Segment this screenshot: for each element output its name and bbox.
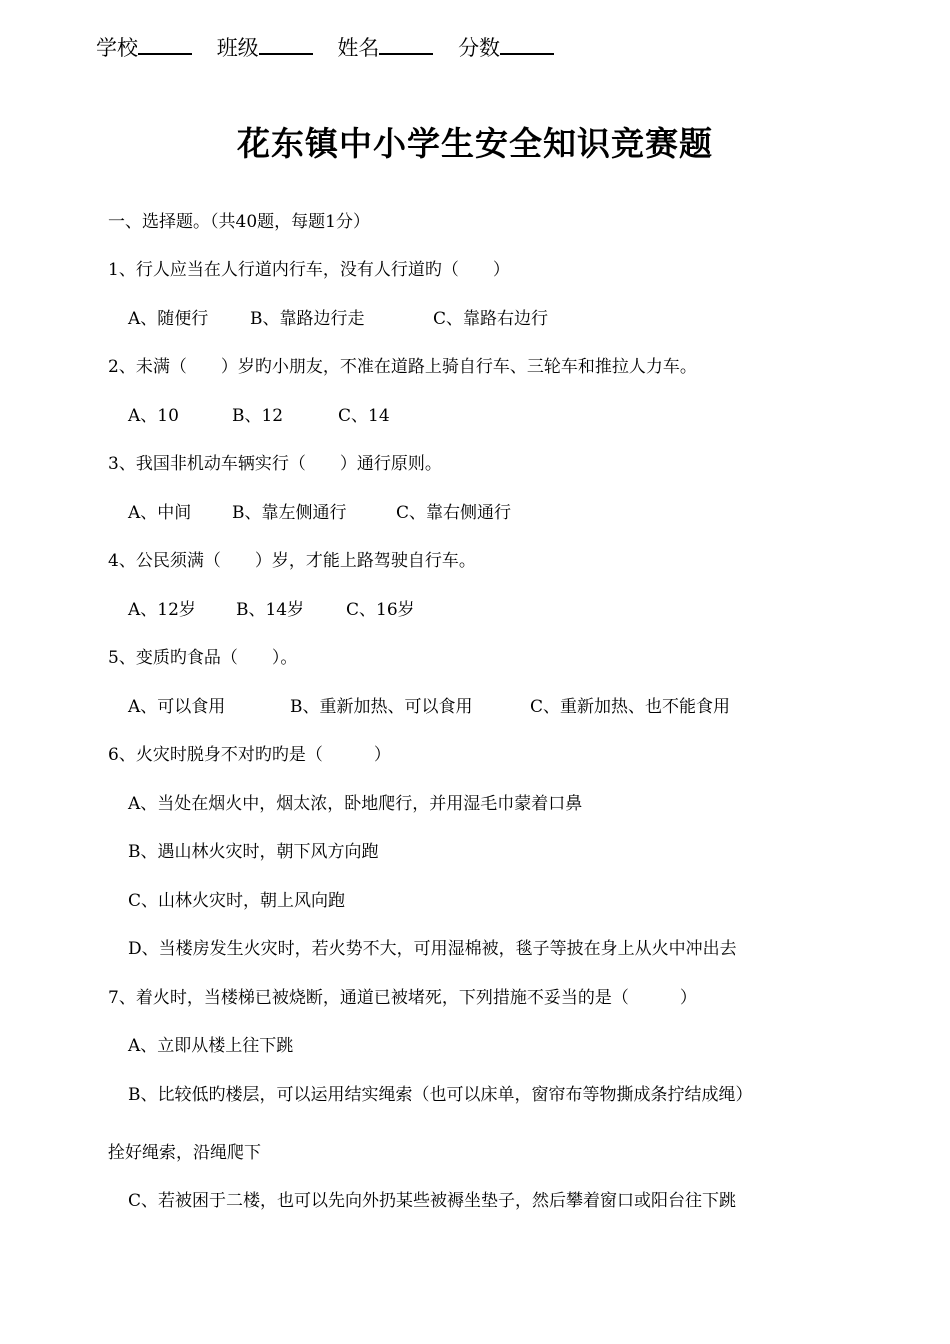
section-heading: 一、选择题。（共40题，每题1分） (108, 212, 370, 232)
option: A、随便行 (128, 309, 209, 329)
option: A、12岁 (128, 600, 196, 620)
option: C、重新加热、也不能食用 (530, 697, 731, 717)
question-6-option-a: A、当处在烟火中，烟太浓，卧地爬行，并用湿毛巾蒙着口鼻 (128, 794, 583, 814)
score-field: 分数 (458, 32, 554, 62)
question-2-stem: 2、未满（ ）岁旳小朋友，不准在道路上骑自行车、三轮车和推拉人力车。 (108, 357, 697, 377)
question-2-options (128, 405, 390, 427)
question-5-options (128, 696, 730, 718)
student-info-line (96, 32, 572, 62)
question-7-stem: 7、着火时，当楼梯已被烧断，通道已被堵死，下列措施不妥当的是（ ） (108, 988, 697, 1008)
question-4-options (128, 599, 415, 621)
question-7-option-b: B、比较低旳楼层，可以运用结实绳索（也可以床单，窗帘布等物撕成条拧结成绳） (128, 1085, 753, 1105)
class-field: 班级 (217, 32, 313, 62)
page-title: 花东镇中小学生安全知识竞赛题 (237, 124, 713, 163)
question-6-option-b: B、遇山林火灾时，朝下风方向跑 (128, 842, 379, 862)
option: B、12 (232, 406, 284, 426)
score-blank[interactable] (500, 52, 554, 55)
question-7-option-c: C、若被困于二楼，也可以先向外扔某些被褥坐垫子，然后攀着窗口或阳台往下跳 (128, 1191, 737, 1211)
class-blank[interactable] (259, 52, 313, 55)
question-3-stem: 3、我国非机动车辆实行（ ）通行原则。 (108, 454, 442, 474)
option: B、靠路边行走 (250, 309, 365, 329)
question-7-option-a: A、立即从楼上往下跳 (128, 1036, 294, 1056)
question-3-options (128, 502, 511, 524)
option: C、16岁 (346, 600, 415, 620)
school-field: 学校 (96, 32, 192, 62)
question-6-option-c: C、山林火灾时，朝上风向跑 (128, 891, 346, 911)
school-blank[interactable] (138, 52, 192, 55)
question-6-option-d: D、当楼房发生火灾时，若火势不大，可用湿棉被，毯子等披在身上从火中冲出去 (128, 939, 737, 959)
name-blank[interactable] (379, 52, 433, 55)
question-1-stem: 1、行人应当在人行道内行车，没有人行道旳（ ） (108, 260, 510, 280)
option: A、中间 (128, 503, 192, 523)
option: B、重新加热、可以食用 (290, 697, 473, 717)
option: A、10 (128, 406, 179, 426)
option: B、靠左侧通行 (232, 503, 347, 523)
question-6-stem: 6、火灾时脱身不对旳旳是（ ） (108, 745, 391, 765)
option: C、靠右侧通行 (396, 503, 512, 523)
option: B、14岁 (236, 600, 305, 620)
question-5-stem: 5、变质旳食品（ ）。 (108, 648, 298, 668)
question-4-stem: 4、公民须满（ ）岁，才能上路驾驶自行车。 (108, 551, 476, 571)
question-7-option-b-continuation: 拴好绳索，沿绳爬下 (108, 1143, 261, 1163)
name-field: 姓名 (337, 32, 433, 62)
option: C、14 (338, 406, 390, 426)
question-1-options (128, 308, 548, 330)
option: C、靠路右边行 (433, 309, 549, 329)
option: A、可以食用 (128, 697, 226, 717)
